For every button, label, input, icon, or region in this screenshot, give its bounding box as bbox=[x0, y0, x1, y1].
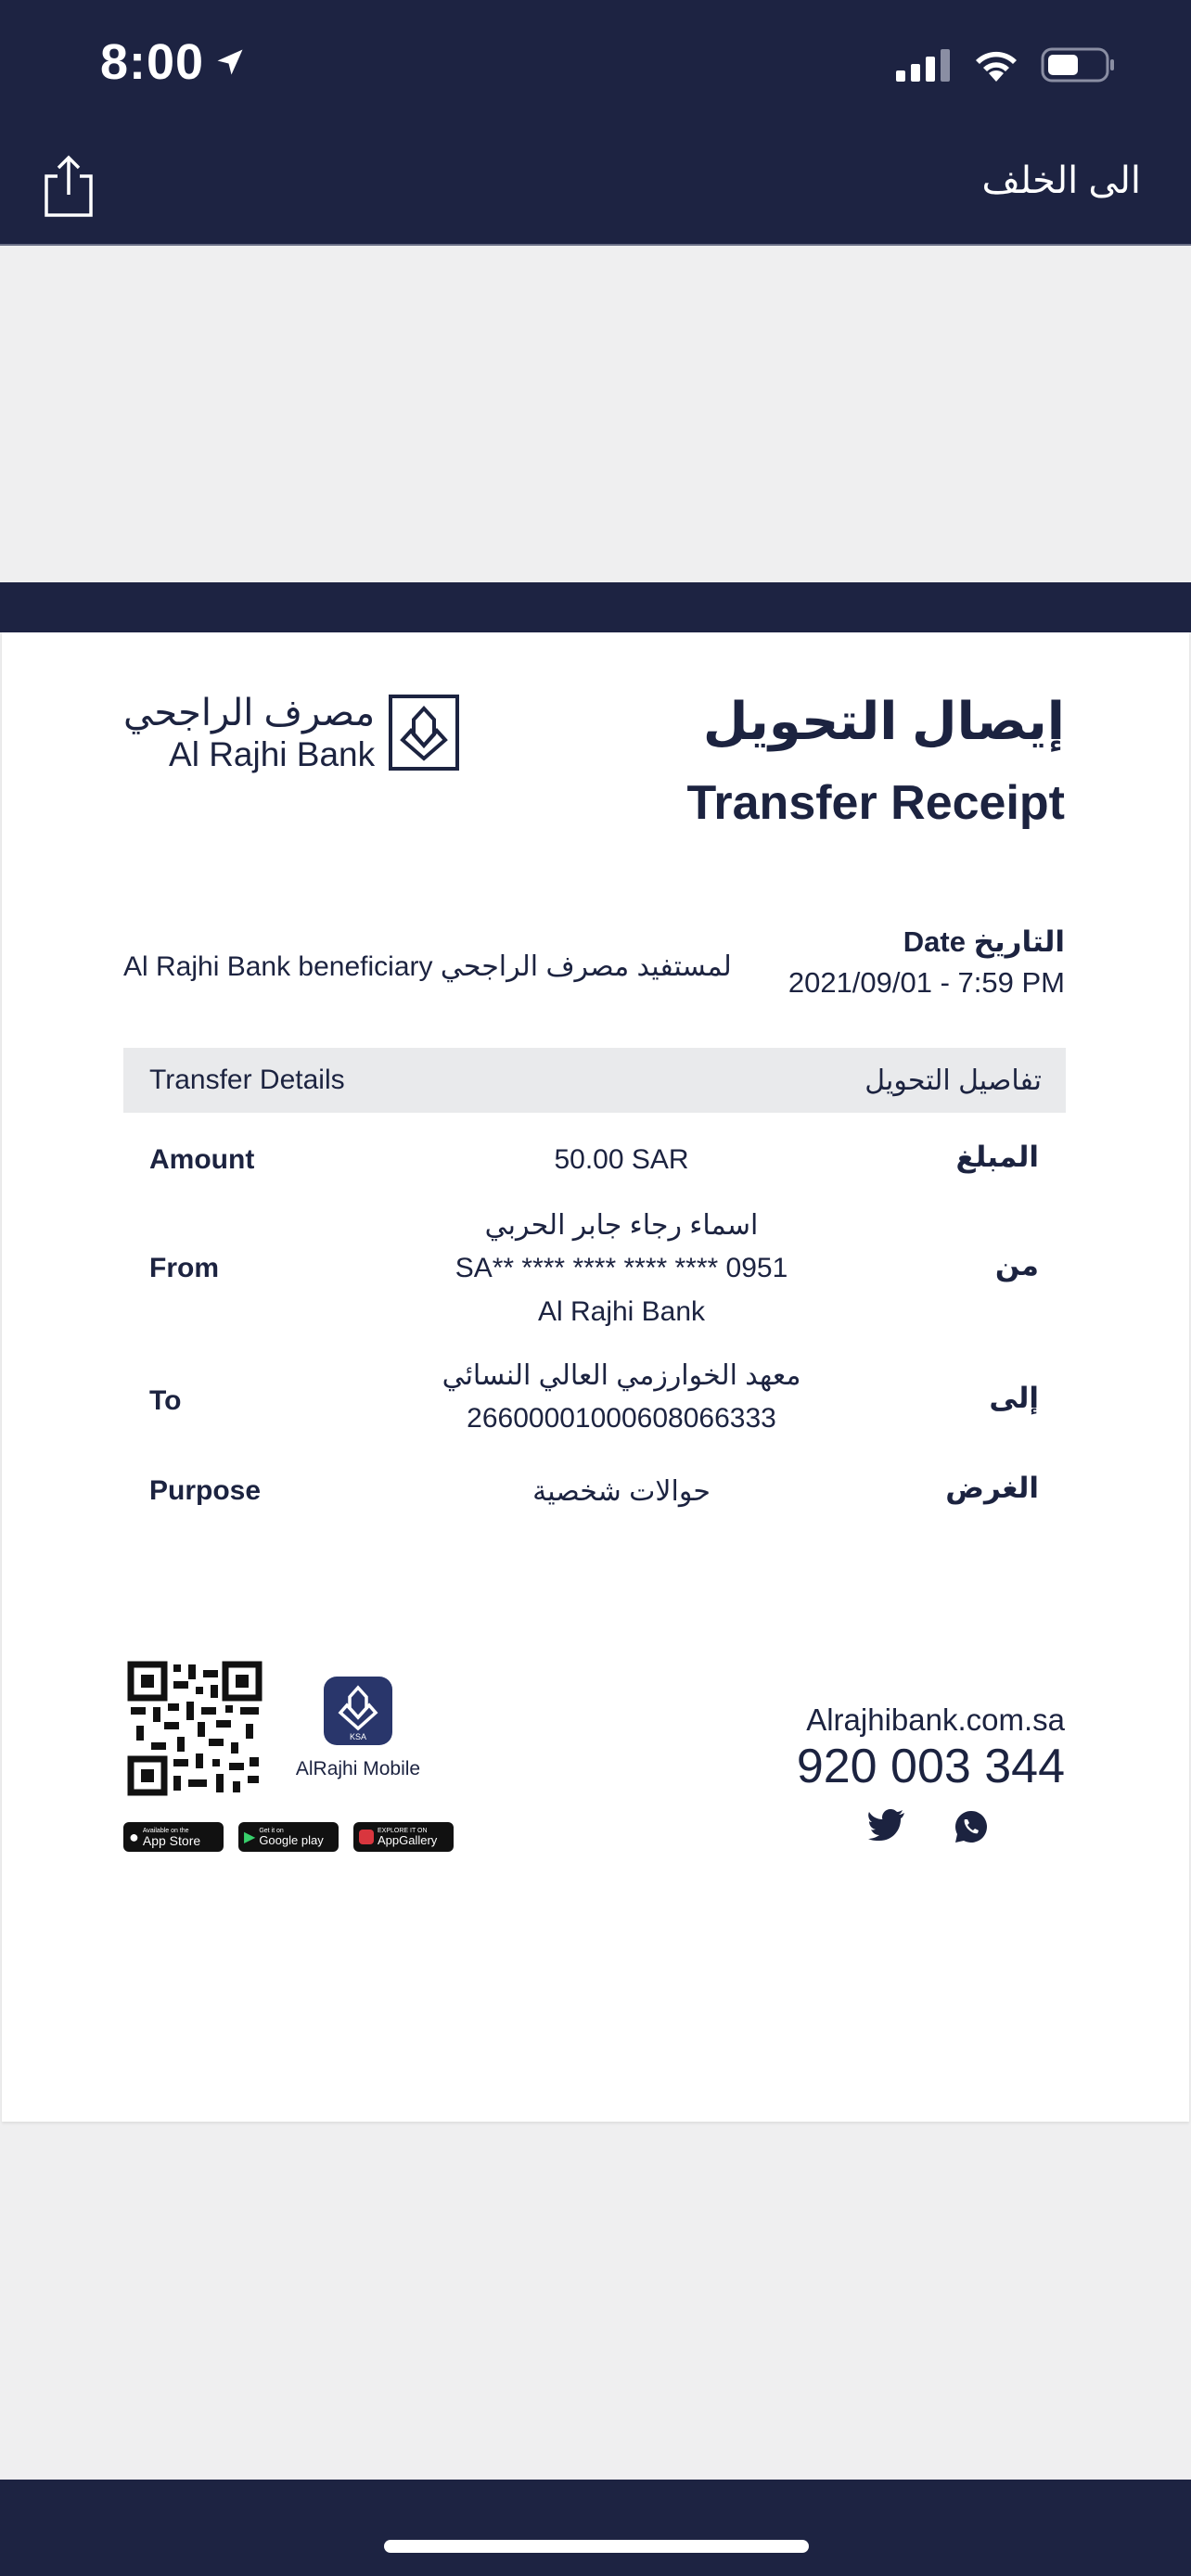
receipt-title-english: Transfer Receipt bbox=[686, 776, 1065, 830]
from-bank: Al Rajhi Bank bbox=[537, 1296, 706, 1327]
bank-name-english: Al Rajhi Bank bbox=[169, 734, 376, 773]
bank-website-link[interactable]: Alrajhibank.com.sa bbox=[806, 1702, 1065, 1737]
app-gallery-badge[interactable] bbox=[353, 1822, 454, 1852]
alrajhi-mobile-label: AlRajhi Mobile bbox=[295, 1758, 421, 1779]
app-store-badge[interactable] bbox=[123, 1822, 224, 1852]
cellular-signal-icon bbox=[894, 48, 952, 82]
qr-code-icon bbox=[127, 1661, 263, 1796]
badge-big-text: App Store bbox=[142, 1832, 201, 1848]
date-label: Date التاريخ bbox=[903, 925, 1065, 958]
status-time bbox=[100, 33, 247, 91]
status-time-text: 8:00 bbox=[100, 34, 205, 90]
to-label: To bbox=[149, 1385, 182, 1416]
share-icon[interactable] bbox=[41, 154, 96, 219]
bank-logo bbox=[123, 694, 460, 772]
wifi-icon bbox=[972, 46, 1020, 83]
to-account: 26600001000608066333 bbox=[467, 1403, 776, 1434]
amount-label-arabic: المبلغ bbox=[955, 1141, 1039, 1173]
to-label-arabic: إلى bbox=[989, 1382, 1039, 1414]
bank-logo-text bbox=[123, 692, 376, 773]
transfer-details-title-arabic: تفاصيل التحويل bbox=[864, 1065, 1042, 1096]
from-name: اسماء رجاء جابر الحربي bbox=[484, 1210, 759, 1241]
from-label: From bbox=[149, 1253, 219, 1283]
beneficiary-type: Al Rajhi Bank beneficiary لمستفيد مصرف الراجحي bbox=[123, 951, 732, 982]
amount-value: 50.00 SAR bbox=[554, 1144, 689, 1175]
receipt-top-stripe bbox=[0, 582, 1191, 632]
bank-emblem-icon bbox=[324, 1677, 392, 1745]
battery-icon bbox=[1041, 46, 1117, 83]
date-value: 2021/09/01 - 7:59 PM bbox=[788, 966, 1065, 999]
status-indicators bbox=[894, 46, 1117, 83]
badge-big-text: Google play bbox=[259, 1833, 324, 1847]
to-name: معهد الخوارزمي العالي النسائي bbox=[442, 1360, 801, 1391]
whatsapp-icon[interactable] bbox=[954, 1809, 989, 1844]
transfer-details-header bbox=[123, 1048, 1066, 1113]
apple-icon: ● bbox=[129, 1827, 139, 1846]
back-button[interactable]: الى الخلف bbox=[981, 160, 1141, 201]
google-play-badge[interactable] bbox=[238, 1822, 339, 1852]
bank-name-arabic: مصرف الراجحي bbox=[123, 692, 376, 733]
badge-big-text: AppGallery bbox=[378, 1833, 438, 1847]
bottom-bar bbox=[0, 2480, 1191, 2576]
purpose-label-arabic: الغرض bbox=[945, 1472, 1039, 1504]
from-label-arabic: من bbox=[994, 1249, 1039, 1282]
top-navigation-bar bbox=[0, 0, 1191, 246]
location-arrow-icon bbox=[213, 45, 247, 79]
transfer-details-title: Transfer Details bbox=[149, 1065, 345, 1095]
purpose-value: حوالات شخصية bbox=[532, 1476, 711, 1507]
receipt-title-arabic: إيصال التحويل bbox=[702, 692, 1065, 750]
bank-phone-number[interactable]: 920 003 344 bbox=[796, 1740, 1065, 1793]
app-store-badges bbox=[123, 1822, 454, 1852]
huawei-icon bbox=[359, 1830, 374, 1844]
amount-label: Amount bbox=[149, 1144, 255, 1175]
social-links bbox=[868, 1809, 989, 1844]
home-indicator[interactable] bbox=[384, 2540, 809, 2553]
purpose-label: Purpose bbox=[149, 1475, 262, 1506]
from-account: SA** **** **** **** **** 0951 bbox=[455, 1253, 788, 1283]
mobile-icon-label: KSA bbox=[349, 1732, 367, 1741]
bank-emblem-icon bbox=[388, 694, 460, 772]
badge-small-text: Get it on bbox=[259, 1828, 284, 1834]
twitter-icon[interactable] bbox=[868, 1809, 905, 1841]
google-play-icon: ▶ bbox=[244, 1830, 256, 1845]
alrajhi-mobile-app-icon[interactable] bbox=[324, 1677, 392, 1745]
badge-small-text: EXPLORE IT ON bbox=[378, 1828, 428, 1834]
badge-small-text: Available on the bbox=[142, 1827, 189, 1834]
